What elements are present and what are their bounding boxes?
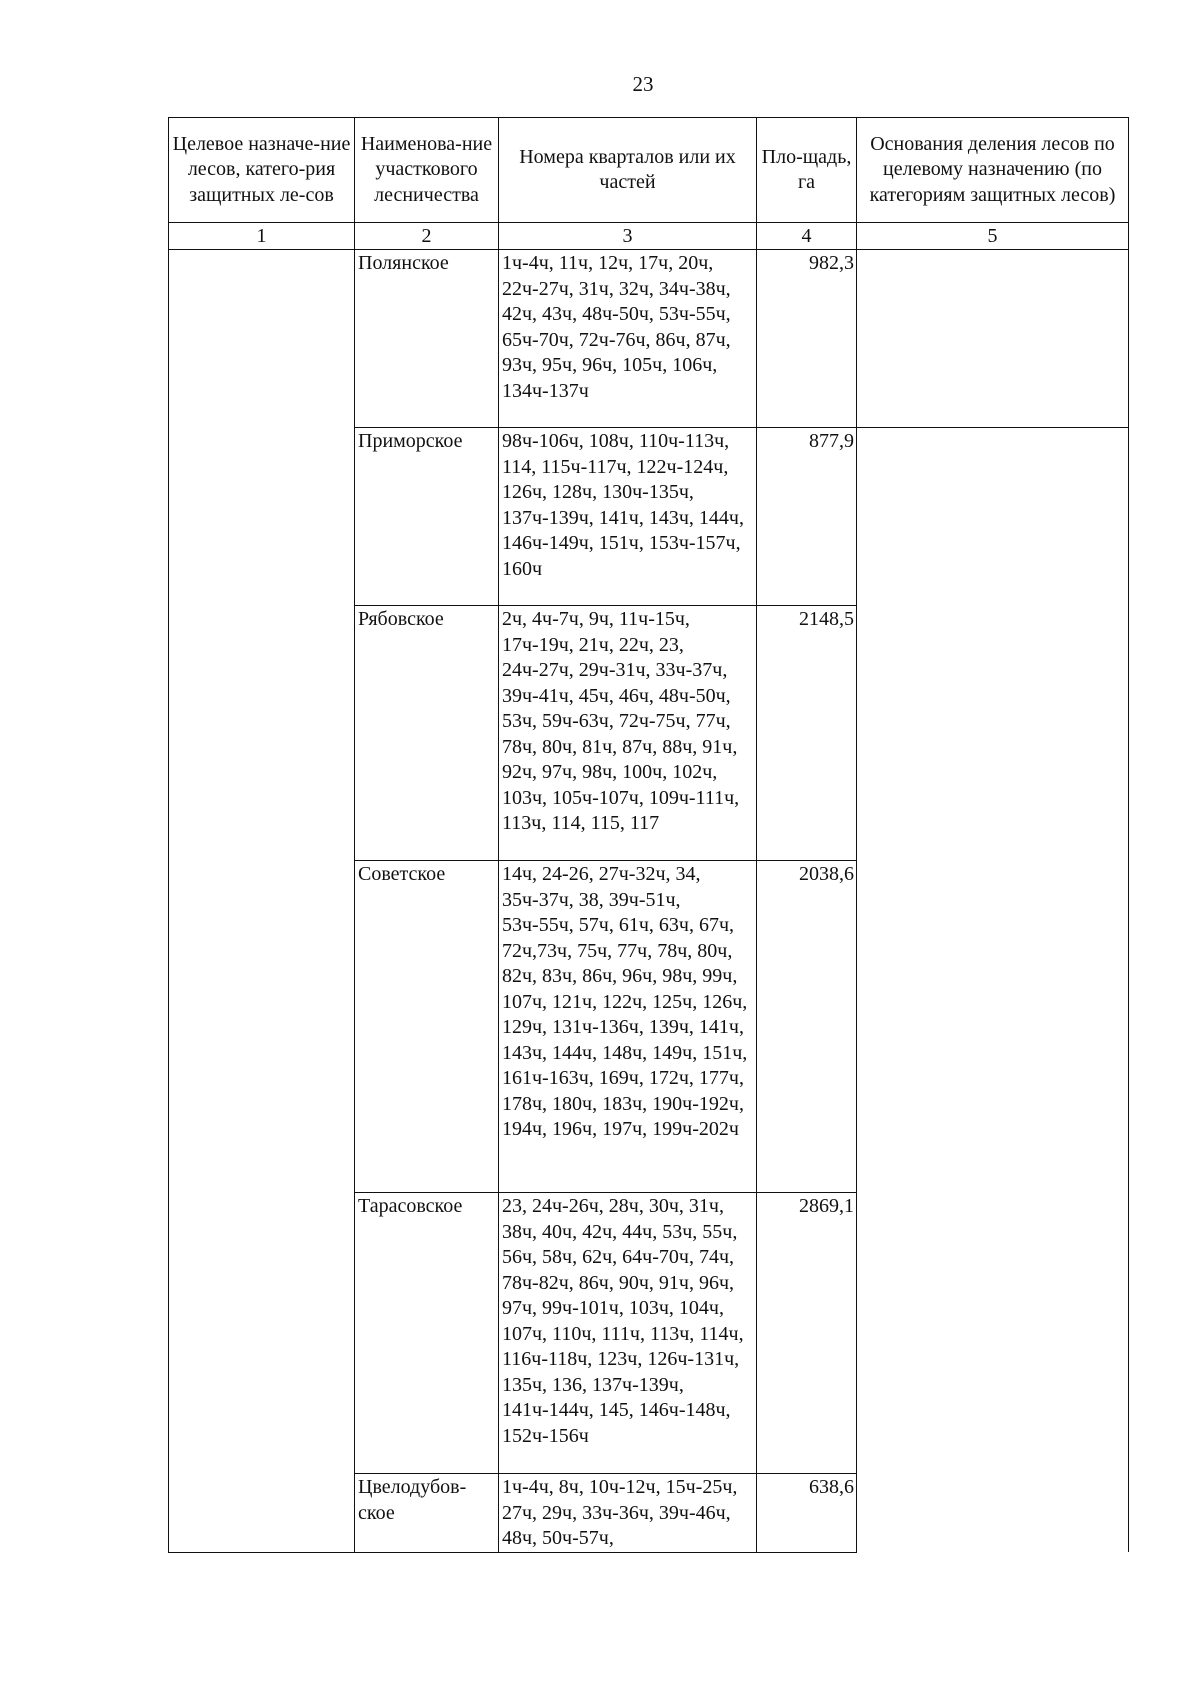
quarters-cell: 1ч-4ч, 11ч, 12ч, 17ч, 20ч, 22ч-27ч, 31ч, 32ч, 34ч-38ч, 42ч, 43ч, 48ч-50ч, 53ч-55ч, 65ч-70ч, 72ч-76ч, 86ч, 87ч, 93ч, 95ч, 96ч, 105ч, 106ч, 134ч-137ч bbox=[499, 250, 757, 428]
area-cell: 877,9 bbox=[757, 428, 857, 606]
quarters-cell: 14ч, 24-26, 27ч-32ч, 34, 35ч-37ч, 38, 39ч-51ч, 53ч-55ч, 57ч, 61ч, 63ч, 67ч, 72ч,73ч, 75ч, 77ч, 78ч, 80ч, 82ч, 83ч, 86ч, 96ч, 98ч, 99ч, 107ч, 121ч, 122ч, 125ч, 126ч, 129ч, 131ч-136ч, 139ч, 141ч, 143ч, 144ч, 148ч, 149ч, 151ч, 161ч-163ч, 169ч, 172ч, 177ч, 178ч, 180ч, 183ч, 190ч-192ч, 194ч, 196ч, 197ч, 199ч-202ч bbox=[499, 861, 757, 1193]
forestry-name-cell: Приморское bbox=[355, 428, 499, 606]
area-cell: 2038,6 bbox=[757, 861, 857, 1193]
table-row bbox=[169, 861, 1129, 1193]
basis-cell bbox=[857, 606, 1129, 861]
column-number: 1 bbox=[169, 223, 355, 250]
page-number: 23 bbox=[632, 72, 654, 96]
purpose-cell bbox=[169, 428, 355, 606]
basis-cell bbox=[857, 428, 1129, 606]
table-row bbox=[169, 428, 1129, 606]
header-row bbox=[169, 118, 1129, 223]
quarters-cell: 1ч-4ч, 8ч, 10ч-12ч, 15ч-25ч, 27ч, 29ч, 33ч-36ч, 39ч-46ч, 48ч, 50ч-57ч, bbox=[499, 1474, 757, 1553]
quarters-cell: 2ч, 4ч-7ч, 9ч, 11ч-15ч, 17ч-19ч, 21ч, 22ч, 23, 24ч-27ч, 29ч-31ч, 33ч-37ч, 39ч-41ч, 45ч, 46ч, 48ч-50ч, 53ч, 59ч-63ч, 72ч-75ч, 77ч, 78ч, 80ч, 81ч, 87ч, 88ч, 91ч, 92ч, 97ч, 98ч, 100ч, 102ч, 103ч, 105ч-107ч, 109ч-111ч, 113ч, 114, 115, 117 bbox=[499, 606, 757, 861]
purpose-cell bbox=[169, 1474, 355, 1553]
quarters-cell: 23, 24ч-26ч, 28ч, 30ч, 31ч, 38ч, 40ч, 42ч, 44ч, 53ч, 55ч, 56ч, 58ч, 62ч, 64ч-70ч, 74ч, 78ч-82ч, 86ч, 90ч, 91ч, 96ч, 97ч, 99ч-101ч, 103ч, 104ч, 107ч, 110ч, 111ч, 113ч, 114ч, 116ч-118ч, 123ч, 126ч-131ч, 135ч, 136, 137ч-139ч, 141ч-144ч, 145, 146ч-148ч, 152ч-156ч bbox=[499, 1193, 757, 1474]
header-basis: Основания деления лесов по целевому назначению (по категориям защитных лесов) bbox=[857, 118, 1129, 223]
area-cell: 2148,5 bbox=[757, 606, 857, 861]
quarters-cell: 98ч-106ч, 108ч, 110ч-113ч, 114, 115ч-117ч, 122ч-124ч, 126ч, 128ч, 130ч-135ч, 137ч-139ч, 141ч, 143ч, 144ч, 146ч-149ч, 151ч, 153ч-157ч, 160ч bbox=[499, 428, 757, 606]
forest-division-table bbox=[168, 117, 1129, 1553]
basis-cell bbox=[857, 250, 1129, 428]
purpose-cell bbox=[169, 861, 355, 1193]
forestry-name-cell: Советское bbox=[355, 861, 499, 1193]
area-cell: 638,6 bbox=[757, 1474, 857, 1553]
purpose-cell bbox=[169, 1193, 355, 1474]
column-number: 3 bbox=[499, 223, 757, 250]
header-purpose: Целевое назначе-ние лесов, катего-рия защитных ле-сов bbox=[169, 118, 355, 223]
forestry-name-cell: Тарасовское bbox=[355, 1193, 499, 1474]
table-row bbox=[169, 1474, 1129, 1553]
forestry-name-cell: Цвелодубов-ское bbox=[355, 1474, 499, 1553]
basis-cell bbox=[857, 1474, 1129, 1553]
header-area: Пло-щадь, га bbox=[757, 118, 857, 223]
header-forestry-name: Наименова-ние участкового лесничества bbox=[355, 118, 499, 223]
column-number: 4 bbox=[757, 223, 857, 250]
purpose-cell bbox=[169, 250, 355, 428]
area-cell: 982,3 bbox=[757, 250, 857, 428]
forestry-name-cell: Полянское bbox=[355, 250, 499, 428]
table-row bbox=[169, 1193, 1129, 1474]
column-number: 2 bbox=[355, 223, 499, 250]
forestry-name-cell: Рябовское bbox=[355, 606, 499, 861]
basis-cell bbox=[857, 1193, 1129, 1474]
table-row bbox=[169, 606, 1129, 861]
column-number: 5 bbox=[857, 223, 1129, 250]
area-cell: 2869,1 bbox=[757, 1193, 857, 1474]
basis-cell bbox=[857, 861, 1129, 1193]
purpose-cell bbox=[169, 606, 355, 861]
column-number-row bbox=[169, 223, 1129, 250]
table-row bbox=[169, 250, 1129, 428]
header-quarters: Номера кварталов или их частей bbox=[499, 118, 757, 223]
